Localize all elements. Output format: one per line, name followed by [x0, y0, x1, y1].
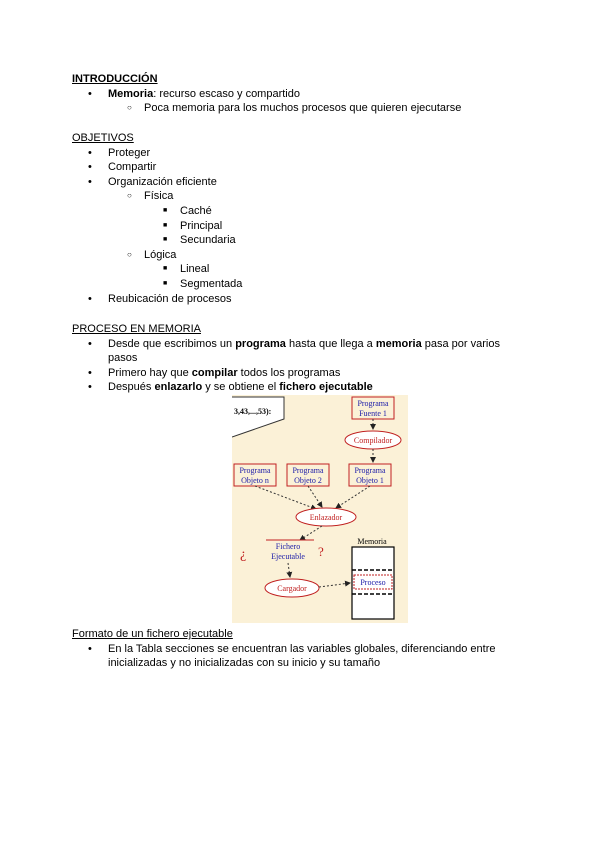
- formato-list: [72, 642, 528, 671]
- code-snippet-text: 3,43,...,53):: [234, 407, 272, 416]
- fichero-line1: Fichero: [275, 542, 301, 551]
- list-item: ■ Principal: [72, 219, 528, 234]
- objetivos-section: [72, 131, 528, 306]
- arrow-objeto-1-enlazador: [336, 486, 370, 508]
- proceso-section: [72, 322, 528, 395]
- list-item: • Reubicación de procesos: [72, 292, 528, 307]
- list-item: • Primero hay que compilar todos los programas: [72, 366, 528, 381]
- list-item: ○ Poca memoria para los muchos procesos que quieren ejecutarse: [72, 101, 528, 116]
- objetivos-list: [72, 146, 528, 307]
- objeto-1-line1: Programa: [354, 466, 386, 475]
- proceso-text: Proceso: [360, 578, 386, 587]
- proceso-list: [72, 337, 528, 395]
- list-item: • Organización eficiente: [72, 175, 528, 190]
- objeto-2-line1: Programa: [292, 466, 324, 475]
- list-item: ○ Lógica: [72, 248, 528, 263]
- arrow-cargador-proceso: [319, 583, 350, 587]
- list-item: ■ Lineal: [72, 262, 528, 277]
- memoria-text: : recurso escaso y compartido: [153, 87, 300, 100]
- intro-section: [72, 72, 528, 116]
- list-item: • Después enlazarlo y se obtiene el fichero ejecutable: [72, 380, 528, 395]
- arrow-objeto-n-enlazador: [255, 486, 316, 509]
- list-item: [72, 87, 528, 102]
- formato-heading: Formato de un fichero ejecutable: [72, 628, 233, 640]
- cargador-text: Cargador: [277, 584, 307, 593]
- question-open: ¿: [240, 547, 247, 562]
- list-item: ○ Física: [72, 189, 528, 204]
- fuente-line2: Fuente 1: [359, 409, 387, 418]
- diagram-svg: [232, 395, 408, 623]
- list-item: • Compartir: [72, 160, 528, 175]
- memoria-bold: Memoria: [108, 87, 154, 100]
- arrow-enlazador-fichero: [300, 526, 322, 540]
- compilation-diagram: [232, 395, 408, 623]
- objeto-n-line1: Programa: [239, 466, 271, 475]
- code-snippet-box: [232, 397, 284, 437]
- memoria-label: Memoria: [357, 537, 387, 546]
- intro-heading: INTRODUCCIÓN: [72, 73, 158, 85]
- objetivos-heading: OBJETIVOS: [72, 132, 134, 144]
- fichero-line2: Ejecutable: [271, 552, 305, 561]
- objeto-1-line2: Objeto 1: [356, 476, 384, 485]
- list-item: • Proteger: [72, 146, 528, 161]
- list-item: • Desde que escribimos un programa hasta que llega a memoria pasa por varios pasos: [72, 337, 528, 366]
- list-item: • En la Tabla secciones se encuentran las variables globales, diferenciando entre inicializadas y no inicializadas con su inicio y su tamaño: [72, 642, 528, 671]
- enlazador-text: Enlazador: [309, 513, 343, 522]
- list-item: ■ Segmentada: [72, 277, 528, 292]
- question-close: ?: [318, 544, 324, 559]
- compilador-text: Compilador: [353, 436, 393, 445]
- list-item: ■ Secundaria: [72, 233, 528, 248]
- fuente-line1: Programa: [357, 399, 389, 408]
- objeto-2-line2: Objeto 2: [294, 476, 322, 485]
- intro-list: [72, 87, 528, 116]
- formato-section: [72, 627, 528, 671]
- objeto-n-line2: Objeto n: [241, 476, 269, 485]
- list-item: ■ Caché: [72, 204, 528, 219]
- arrow-objeto-2-enlazador: [308, 486, 322, 507]
- arrow-fichero-cargador: [288, 563, 290, 577]
- proceso-heading: PROCESO EN MEMORIA: [72, 323, 201, 335]
